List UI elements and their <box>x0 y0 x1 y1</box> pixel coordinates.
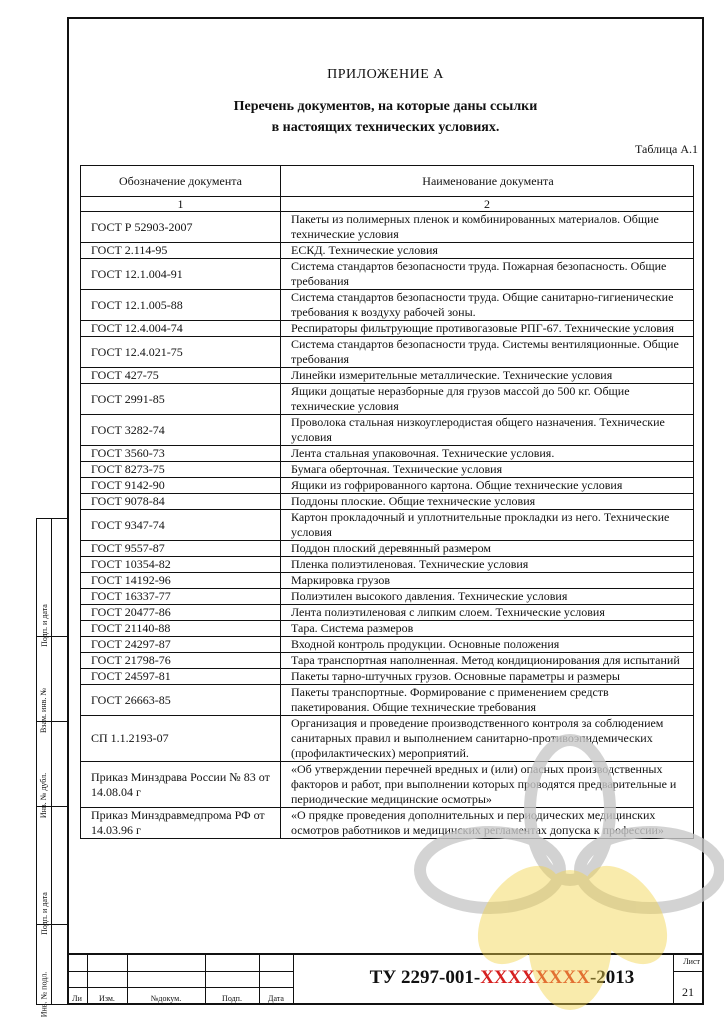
document-name-cell: Система стандартов безопасности труда. Пожарная безопасность. Общие требования <box>281 259 694 290</box>
table-row <box>81 337 694 368</box>
title-block-stamp <box>67 953 704 1005</box>
document-name-cell: Линейки измерительные металлические. Технические условия <box>281 368 694 384</box>
table-row <box>81 510 694 541</box>
strip-cell-sign-date-2 <box>37 807 67 935</box>
document-code-cell: Приказ Минздрава России № 83 от 14.08.04 г <box>81 762 281 808</box>
document-code-cell: ГОСТ 2.114-95 <box>81 243 281 259</box>
strip-label: Подп. и дата <box>39 892 49 935</box>
strip-cell-sign-date-1 <box>37 519 67 647</box>
table-row <box>81 669 694 685</box>
document-name-cell: Ящики дощатые неразборные для грузов массой до 500 кг. Общие технические условия <box>281 384 694 415</box>
document-name-cell: Система стандартов безопасности труда. Общие санитарно-гигиенические требования к воздуху рабочей зоны. <box>281 290 694 321</box>
document-name-cell: Пакеты транспортные. Формирование с применением средств пакетирования. Общие технические требования <box>281 685 694 716</box>
document-name-cell: Бумага оберточная. Технические условия <box>281 462 694 478</box>
table-row <box>81 478 694 494</box>
document-code-cell: ГОСТ 3560-73 <box>81 446 281 462</box>
document-name-cell: «Об утверждении перечней вредных и (или) опасных производственных факторов и работ, при выполнении которых проводятся предварительные и периодические медицинские осмотры» <box>281 762 694 808</box>
table-row <box>81 716 694 762</box>
doc-code-prefix: ТУ 2297-001- <box>369 967 481 988</box>
table-row <box>81 557 694 573</box>
table-header-row <box>81 166 694 197</box>
document-name-cell: Система стандартов безопасности труда. Системы вентиляционные. Общие требования <box>281 337 694 368</box>
strip-label: Инв. № подл. <box>39 971 49 1018</box>
document-code-cell: ГОСТ 24297-87 <box>81 637 281 653</box>
document-code-cell: ГОСТ 9557-87 <box>81 541 281 557</box>
table-row <box>81 290 694 321</box>
document-code-cell: ГОСТ 12.1.005-88 <box>81 290 281 321</box>
document-code-cell: ГОСТ 21798-76 <box>81 653 281 669</box>
header-name: Наименование документа <box>281 166 694 197</box>
documents-table <box>80 165 694 839</box>
table-row <box>81 621 694 637</box>
table-label: Таблица А.1 <box>635 142 698 156</box>
document-name-cell: Респираторы фильтрующие противогазовые РПГ-67. Технические условия <box>281 321 694 337</box>
header-designation: Обозначение документа <box>81 166 281 197</box>
document-code-cell: ГОСТ 9142-90 <box>81 478 281 494</box>
document-name-cell: Поддон плоский деревянный размером <box>281 541 694 557</box>
document-code-cell: ГОСТ 12.1.004-91 <box>81 259 281 290</box>
document-code-cell: ГОСТ 2991-85 <box>81 384 281 415</box>
document-code-cell: ГОСТ 12.4.021-75 <box>81 337 281 368</box>
document-code-cell: Приказ Минздравмедпрома РФ от 14.03.96 г <box>81 808 281 839</box>
sheet-number: 21 <box>682 985 694 999</box>
table-row <box>81 589 694 605</box>
document-name-cell: Пленка полиэтиленовая. Технические условия <box>281 557 694 573</box>
table-row <box>81 808 694 839</box>
table-row <box>81 541 694 557</box>
table-row <box>81 384 694 415</box>
list-title-line-1: Перечень документов, на которые даны ссылки <box>233 99 538 114</box>
stamp-col-change: Изм. <box>99 994 115 1003</box>
table-row <box>81 494 694 510</box>
document-code-cell: ГОСТ 8273-75 <box>81 462 281 478</box>
sheet-label: Лист <box>683 957 700 966</box>
left-stamp-strip <box>36 518 67 1018</box>
document-code-cell: ГОСТ 10354-82 <box>81 557 281 573</box>
document-code <box>327 967 677 989</box>
strip-cell-original-inv <box>37 925 67 1018</box>
document-code-cell: ГОСТ 14192-96 <box>81 573 281 589</box>
stamp-col-signature: Подп. <box>222 994 242 1003</box>
document-name-cell: Пакеты тарно-штучных грузов. Основные параметры и размеры <box>281 669 694 685</box>
table-row <box>81 762 694 808</box>
document-name-cell: Ящики из гофрированного картона. Общие технические условия <box>281 478 694 494</box>
strip-cell-replacement-inv <box>37 637 67 734</box>
document-name-cell: Пакеты из полимерных пленок и комбинированных материалов. Общие технические условия <box>281 212 694 243</box>
document-name-cell: Картон прокладочный и уплотнительные прокладки из него. Технические условия <box>281 510 694 541</box>
document-code-cell: ГОСТ 24597-81 <box>81 669 281 685</box>
document-name-cell: «О прядке проведения дополнительных и периодических медицинских осмотров работников и медицинских регламентах допуска к профессии» <box>281 808 694 839</box>
table-row <box>81 368 694 384</box>
document-code-cell: ГОСТ 12.4.004-74 <box>81 321 281 337</box>
document-name-cell: Проволока стальная низкоуглеродистая общего назначения. Технические условия <box>281 415 694 446</box>
document-code-cell: СП 1.1.2193-07 <box>81 716 281 762</box>
document-code-cell: ГОСТ Р 52903-2007 <box>81 212 281 243</box>
strip-label: Взам. инв. № <box>39 687 49 734</box>
list-title-line-2: в настоящих технических условиях. <box>271 120 500 135</box>
document-name-cell: ЕСКД. Технические условия <box>281 243 694 259</box>
table-row <box>81 573 694 589</box>
doc-code-suffix: -2013 <box>589 967 635 988</box>
list-title <box>67 96 704 138</box>
document-name-cell: Лента полиэтиленовая с липким слоем. Технические условия <box>281 605 694 621</box>
table-row <box>81 243 694 259</box>
document-code-cell: ГОСТ 16337-77 <box>81 589 281 605</box>
document-code-cell: ГОСТ 3282-74 <box>81 415 281 446</box>
document-code-cell: ГОСТ 20477-86 <box>81 605 281 621</box>
document-name-cell: Полиэтилен высокого давления. Технические условия <box>281 589 694 605</box>
document-name-cell: Маркировка грузов <box>281 573 694 589</box>
document-code-cell: ГОСТ 9078-84 <box>81 494 281 510</box>
document-code-cell: ГОСТ 427-75 <box>81 368 281 384</box>
table-row <box>81 321 694 337</box>
document-name-cell: Лента стальная упаковочная. Технические условия. <box>281 446 694 462</box>
table-row <box>81 446 694 462</box>
stamp-col-date: Дата <box>268 994 284 1003</box>
table-row <box>81 462 694 478</box>
document-code-cell: ГОСТ 9347-74 <box>81 510 281 541</box>
table-column-numbers-row <box>81 197 694 212</box>
appendix-title: ПРИЛОЖЕНИЕ А <box>327 67 444 82</box>
document-code-cell: ГОСТ 21140-88 <box>81 621 281 637</box>
table-row <box>81 259 694 290</box>
table-row <box>81 605 694 621</box>
table-row <box>81 415 694 446</box>
document-name-cell: Тара. Система размеров <box>281 621 694 637</box>
strip-label: Инв. № дубл. <box>39 772 49 819</box>
column-number-2: 2 <box>281 197 694 212</box>
table-row <box>81 637 694 653</box>
strip-label: Подп. и дата <box>39 604 49 647</box>
table-row <box>81 685 694 716</box>
stamp-col-li: Ли <box>72 994 82 1003</box>
strip-cell-duplicate-inv <box>37 722 67 819</box>
document-name-cell: Тара транспортная наполненная. Метод кондиционирования для испытаний <box>281 653 694 669</box>
column-number-1: 1 <box>81 197 281 212</box>
document-name-cell: Организация и проведение производственного контроля за соблюдением санитарных правил и выполнением санитарно-противоэпидемических (профилактических) мероприятий. <box>281 716 694 762</box>
doc-code-placeholder: XXXXXXXX <box>480 967 590 988</box>
document-name-cell: Входной контроль продукции. Основные положения <box>281 637 694 653</box>
table-row <box>81 653 694 669</box>
document-name-cell: Поддоны плоские. Общие технические условия <box>281 494 694 510</box>
table-row <box>81 212 694 243</box>
stamp-col-doc-number: №докум. <box>150 994 182 1003</box>
document-code-cell: ГОСТ 26663-85 <box>81 685 281 716</box>
